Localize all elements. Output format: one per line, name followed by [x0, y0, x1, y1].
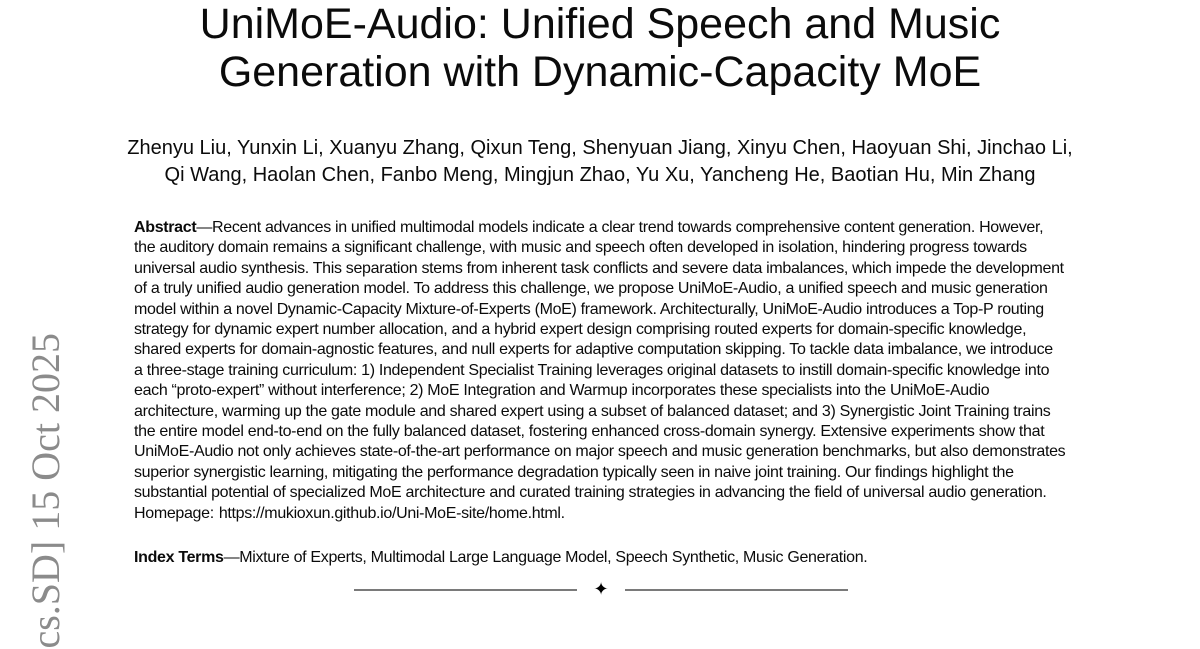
abstract-text-line: strategy for dynamic expert number allocation, and a hybrid expert design comprising routed experts for domain-specific knowledge,: [134, 321, 1027, 339]
divider-rule-right: [625, 589, 848, 591]
paper-title-line-1: UniMoE-Audio: Unified Speech and Music: [199, 0, 1001, 48]
diamond-icon: ✦: [593, 579, 609, 600]
abstract-text-line: the entire model end-to-end on the fully balanced dataset, fostering enhanced cross-domain synergy. Extensive experiments show that: [134, 423, 1045, 441]
index-terms: [134, 548, 867, 568]
abstract-text-line: superior synergistic learning, mitigating the performance degradation typically seen in naive joint training. Our findings highlight the: [134, 463, 1014, 481]
author-line-2: Qi Wang, Haolan Chen, Fanbo Meng, Mingjun Zhao, Yu Xu, Yancheng He, Baotian Hu, Min Zhang: [164, 164, 1036, 186]
author-list: [0, 135, 1200, 189]
abstract-text-line: shared experts for domain-agnostic features, and null experts for adaptive computation skipping. To tackle data imbalance, we introduce: [134, 341, 1053, 359]
paper-title-line-2: Generation with Dynamic-Capacity MoE: [218, 48, 982, 96]
abstract-label: Abstract: [134, 219, 197, 236]
abstract-text-line: universal audio synthesis. This separation stems from inherent task conflicts and severe data imbalances, which impede the development: [134, 259, 1064, 277]
abstract-text-line: UniMoE-Audio not only achieves state-of-the-art performance on major speech and music generation benchmarks, but also demonstrates: [134, 443, 1066, 461]
index-terms-text: —Mixture of Experts, Multimodal Large Language Model, Speech Synthetic, Music Generation.: [223, 549, 868, 566]
abstract-text-line: each “proto-expert” without interference; 2) MoE Integration and Warmup incorporates these specialists into the UniMoE-Audio: [134, 382, 990, 400]
abstract-text-line: a three-stage training curriculum: 1) Independent Specialist Training leverages original datasets to instill domain-specific knowledge into: [134, 361, 1050, 379]
homepage-label: Homepage:: [134, 504, 214, 522]
abstract-text-line: the auditory domain remains a significant challenge, with music and speech often developed in isolation, hindering progress towards: [134, 239, 1027, 257]
index-terms-label: Index Terms: [134, 549, 224, 566]
homepage-url[interactable]: https://mukioxun.github.io/Uni-MoE-site/home.html.: [218, 504, 565, 522]
section-divider: [354, 579, 848, 600]
abstract-section: [134, 218, 1066, 524]
abstract-text-line: of a truly unified audio generation model. To address this challenge, we propose UniMoE-Audio, a unified speech and music generation: [134, 280, 1048, 298]
author-line-1: Zhenyu Liu, Yunxin Li, Xuanyu Zhang, Qixun Teng, Shenyuan Jiang, Xinyu Chen, Haoyuan Shi, Jinchao Li,: [127, 137, 1073, 159]
homepage-line: [134, 504, 1066, 524]
abstract-text-line: Abstract—Recent advances in unified multimodal models indicate a clear trend towards comprehensive content generation. However,: [134, 219, 1044, 236]
abstract-text-line: architecture, warming up the gate module and shared expert using a subset of balanced dataset; and 3) Synergistic Joint Training trains: [134, 402, 1051, 420]
divider-rule-left: [354, 589, 577, 591]
abstract-text-line: substantial potential of specialized MoE architecture and curated training strategies in advancing the field of universal audio generation.: [134, 484, 1047, 502]
paper-title: [0, 0, 1200, 96]
abstract-text-line: model within a novel Dynamic-Capacity Mixture-of-Experts (MoE) framework. Architecturally, UniMoE-Audio introduces a Top-P routing: [134, 300, 1044, 318]
arxiv-stamp-text: cs.SD] 15 Oct 2025: [23, 333, 68, 649]
